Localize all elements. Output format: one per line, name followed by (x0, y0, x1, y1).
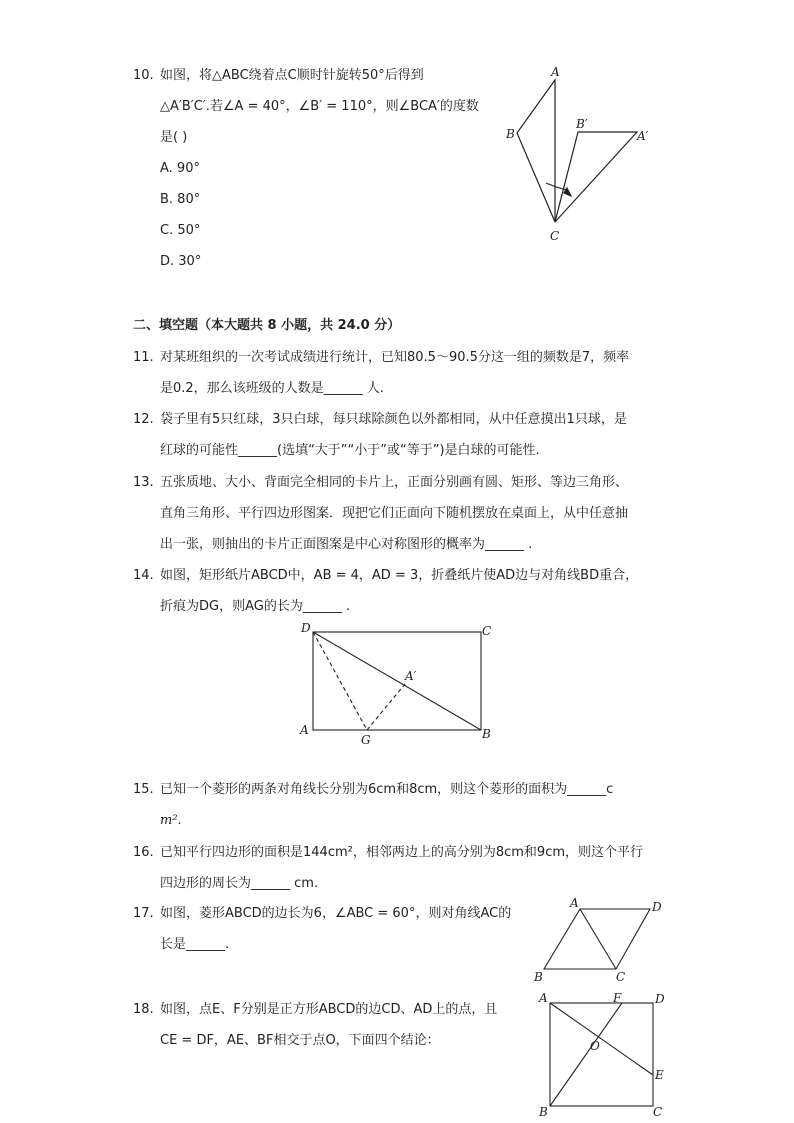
q18-square-figure (533, 988, 673, 1120)
q10-stem-line2: △A′B′C′.若∠A = 40°，∠B′ = 110°，则∠BCA′的度数 (160, 99, 479, 114)
q10-label-b-prime: B′ (576, 117, 588, 131)
q18-label-d: D (655, 992, 665, 1006)
q14-stem-line1: 如图，矩形纸片ABCD中，AB = 4，AD = 3，折叠纸片使AD边与对角线BD重合， (160, 568, 639, 583)
q10-number: 10. (133, 68, 154, 83)
q18-label-b: B (539, 1105, 548, 1119)
q14-number: 14. (133, 568, 154, 583)
q16-number: 16. (133, 845, 154, 860)
q12-stem-line2: 红球的可能性______(选填“大于”“小于”或“等于”)是白球的可能性. (160, 443, 540, 458)
segment-ga-prime (367, 684, 405, 730)
q15-number: 15. (133, 782, 154, 797)
q13-number: 13. (133, 475, 154, 490)
fold-dg (313, 632, 367, 730)
q13-stem-line2: 直角三角形、平行四边形图案．现把它们正面向下随机摆放在桌面上，从中任意抽 (160, 506, 629, 521)
triangle-abc (517, 80, 555, 222)
q17-label-c: C (616, 970, 626, 984)
q18-stem-line2: CE = DF，AE、BF相交于点O，下面四个结论： (160, 1033, 440, 1048)
q10-label-b: B (506, 127, 515, 141)
q10-stem-line3: 是( ) (160, 130, 188, 145)
q14-label-c: C (482, 624, 492, 638)
q17-label-a: A (570, 896, 579, 910)
q10-option-c: C. 50° (160, 223, 201, 238)
q18-stem-line1: 如图，点E、F分别是正方形ABCD的边CD、AD上的点，且 (160, 1002, 498, 1017)
q18-number: 18. (133, 1002, 154, 1017)
q18-label-e: E (655, 1068, 664, 1082)
q10-label-a: A (551, 65, 560, 79)
q17-stem-line1: 如图，菱形ABCD的边长为6，∠ABC = 60°，则对角线AC的 (160, 906, 512, 921)
q16-stem-line1: 已知平行四边形的面积是144cm²，相邻两边上的高分别为8cm和9cm，则这个平行 (160, 845, 643, 860)
q12-stem-line1: 袋子里有5只红球，3只白球，每只球除颜色以外都相同，从中任意摸出1只球，是 (160, 412, 627, 427)
q10-option-b: B. 80° (160, 192, 201, 207)
triangle-a2b2c (555, 132, 637, 222)
q10-rotation-figure (500, 60, 670, 250)
q15-stem-line1: 已知一个菱形的两条对角线长分别为6cm和8cm，则这个菱形的面积为______c (160, 782, 614, 797)
q14-label-g: G (361, 733, 371, 747)
q14-label-d: D (301, 621, 311, 635)
q11-stem-line2: 是0.2，那么该班级的人数是______ 人. (160, 381, 384, 396)
q18-label-a: A (539, 991, 548, 1005)
diagonal-ac (580, 909, 616, 969)
section-title: 二、填空题（本大题共 8 小题，共 24.0 分） (133, 318, 401, 333)
q12-number: 12. (133, 412, 154, 427)
q11-number: 11. (133, 350, 154, 365)
q14-label-b: B (482, 727, 491, 741)
q15-stem-line2: m². (160, 813, 182, 828)
q10-label-c: C (550, 229, 560, 243)
q14-stem-line2: 折痕为DG，则AG的长为______ . (160, 599, 351, 614)
square-abcd (550, 1003, 653, 1106)
q14-label-a: A (300, 723, 309, 737)
q17-label-b: B (534, 970, 543, 984)
q13-stem-line3: 出一张，则抽出的卡片正面图案是中心对称图形的概率为______ . (160, 537, 533, 552)
rhombus-abcd (544, 909, 650, 969)
q11-stem-line1: 对某班组织的一次考试成绩进行统计，已知80.5～90.5分这一组的频数是7，频率 (160, 350, 630, 365)
diagonal-bd (313, 632, 481, 730)
q10-option-a: A. 90° (160, 161, 200, 176)
q17-label-d: D (652, 900, 662, 914)
q18-label-f: F (613, 991, 622, 1005)
q10-label-a-prime: A′ (637, 129, 649, 143)
segment-bf (550, 1003, 622, 1106)
q14-rectangle-figure (295, 620, 505, 750)
q18-label-c: C (653, 1105, 663, 1119)
q10-option-d: D. 30° (160, 254, 202, 269)
q16-stem-line2: 四边形的周长为______ cm. (160, 876, 319, 891)
segment-ae (550, 1003, 653, 1075)
q14-label-a-prime: A′ (405, 669, 417, 683)
q13-stem-line1: 五张质地、大小、背面完全相同的卡片上，正面分别画有圆、矩形、等边三角形、 (160, 475, 629, 490)
q17-number: 17. (133, 906, 154, 921)
q10-stem-line1: 如图，将△ABC绕着点C顺时针旋转50°后得到 (160, 68, 424, 83)
q17-rhombus-figure (530, 893, 670, 988)
q17-stem-line2: 长是______. (160, 937, 230, 952)
q18-label-o: O (590, 1039, 600, 1053)
